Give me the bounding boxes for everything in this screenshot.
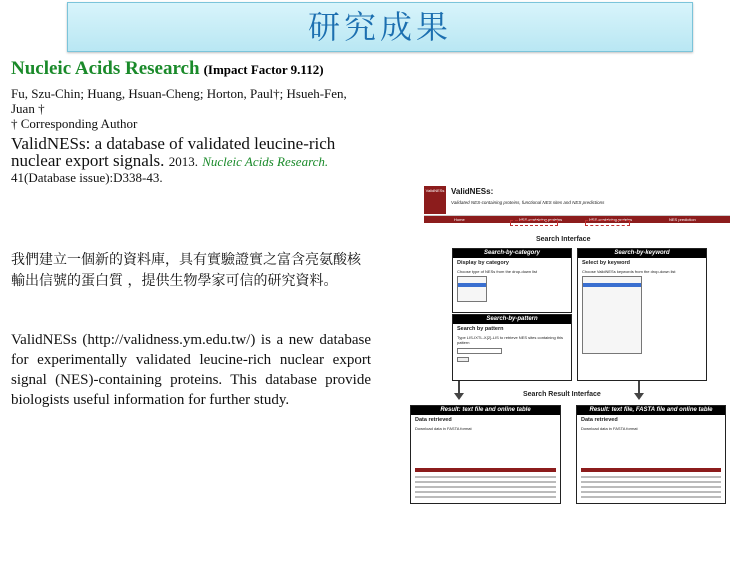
site-logo: ValidNESs <box>424 186 446 214</box>
site-nav <box>424 216 730 223</box>
paper-journal: Nucleic Acids Research. <box>202 154 329 169</box>
table-row <box>581 481 721 483</box>
arrow-left-head <box>454 393 464 400</box>
table-row <box>581 476 721 478</box>
pattern-submit-button[interactable] <box>457 357 469 362</box>
authors: Fu, Szu-Chin; Huang, Hsuan-Cheng; Horton, Paul†; Hsueh-Fen, Juan † <box>11 86 347 116</box>
description-zh: 我們建立一個新的資料庫，具有實驗證實之富含亮氨酸核輸出信號的蛋白質 ，提供生物學家可信的研究資料。 <box>11 252 361 289</box>
search-interface-label: Search Interface <box>536 236 591 243</box>
site-subtitle: Validated NES-containing proteins, functional NES sites and NES predictions <box>451 200 605 205</box>
result-right-download[interactable]: Download data in FASTA format <box>581 426 638 431</box>
table-row <box>415 491 556 493</box>
table-row <box>415 496 556 498</box>
nav-item-proteins-2[interactable]: NES-containing proteins <box>589 217 633 222</box>
panel-keyword-header: Search-by-keyword <box>578 249 706 258</box>
table-row <box>415 476 556 478</box>
page-title: 研究成果 <box>307 8 452 46</box>
search-result-interface-label: Search Result Interface <box>523 391 601 398</box>
category-listbox[interactable] <box>457 276 487 302</box>
site-title: ValidNESs: <box>451 187 494 196</box>
result-right-data-label: Data retrieved <box>581 417 618 423</box>
paper-title: ValidNESs: a database of validated leucine-rich nuclear export signals. <box>11 134 336 170</box>
nav-item-proteins[interactable]: NES-containing proteins <box>519 217 563 222</box>
nav-item-prediction[interactable]: NES prediction <box>669 217 696 222</box>
table-header <box>415 468 556 472</box>
paper-year: 2013. <box>168 154 198 169</box>
result-panel-right <box>576 405 726 504</box>
table-row <box>581 496 721 498</box>
impact-factor: (Impact Factor 9.112) <box>203 62 324 77</box>
pattern-input[interactable] <box>457 348 502 354</box>
nav-item-home[interactable]: Home <box>454 217 465 222</box>
panel-keyword-title: Select by keyword <box>582 260 630 266</box>
table-row <box>581 491 721 493</box>
corresponding-author-note: † Corresponding Author <box>11 116 138 131</box>
journal-name: Nucleic Acids Research <box>11 58 200 79</box>
panel-category <box>452 248 572 313</box>
panel-pattern-text: Type LIS-IXTL-X{2}-LIS to retrieve NES sites containing this pattern <box>457 335 564 345</box>
panel-keyword-text: Choose ValidNESs keywords from the drop-down list <box>582 269 676 274</box>
description-en: ValidNESs (http://validness.ym.edu.tw/) is a new database for experimentally validated leucine-rich nuclear export signal (NES)-containing proteins. This database provide biologists useful information for further study. <box>11 332 371 408</box>
result-left-download[interactable]: Download data in FASTA format <box>415 426 472 431</box>
table-row <box>415 481 556 483</box>
panel-keyword <box>577 248 707 381</box>
table-row <box>581 486 721 488</box>
table-header <box>581 468 721 472</box>
site-header <box>424 183 730 216</box>
arrow-right-head <box>634 393 644 400</box>
database-figure <box>410 183 740 508</box>
highlight-box <box>585 220 630 226</box>
panel-category-text: Choose type of NESs from the drop-down list <box>457 269 538 274</box>
panel-category-title: Display by category <box>457 260 509 266</box>
panel-pattern-title: Search by pattern <box>457 326 504 332</box>
panel-pattern <box>452 314 572 381</box>
panel-category-header: Search-by-category <box>453 249 571 258</box>
result-left-header: Result: text file and online table <box>411 406 560 415</box>
result-panel-left <box>410 405 561 504</box>
publication-block <box>11 58 373 186</box>
result-right-header: Result: text file, FASTA file and online table <box>577 406 725 415</box>
table-row <box>415 486 556 488</box>
panel-pattern-header: Search-by-pattern <box>453 315 571 324</box>
title-bar <box>67 2 693 52</box>
paper-volume: 41(Database issue):D338-43. <box>11 170 163 185</box>
result-left-data-label: Data retrieved <box>415 417 452 423</box>
keyword-listbox[interactable] <box>582 276 642 354</box>
highlight-box <box>510 220 558 226</box>
